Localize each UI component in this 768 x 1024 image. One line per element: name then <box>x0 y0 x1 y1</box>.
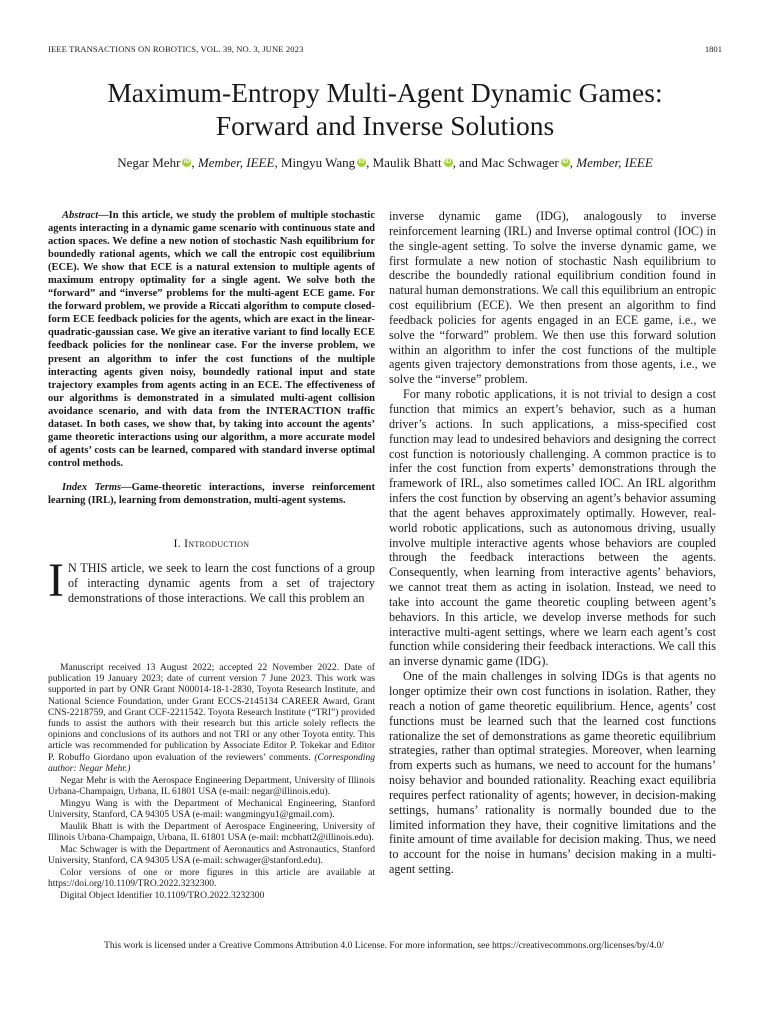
left-column <box>48 209 375 606</box>
orcid-icon[interactable]: iD <box>183 159 190 165</box>
author-name: Negar Mehr <box>117 155 181 170</box>
section-title: Introduction <box>184 538 250 551</box>
orcid-icon[interactable]: iD <box>358 159 365 165</box>
license-footer: This work is licensed under a Creative Commons Attribution 4.0 License. For more information, see https://creativecommons.org/licenses/by/4.0/ <box>104 940 664 951</box>
paper-title <box>48 76 722 142</box>
author-membership: Member, IEEE <box>197 155 275 170</box>
title-line-2: Forward and Inverse Solutions <box>215 110 555 141</box>
body-paragraph: One of the main challenges in solving IDGs is that agents no longer optimize their own cost functions in isolation. Rather, they reach a notion of game theoretic equilibrium. Hence, agents’ cost functions must be learned such that the learned cost functions rationalize the set of demonstrations as game theoretic equilibrium strategies, rather than optimal strategies. Moreover, when learning from experts such as humans, we need to account for the humans’ noisy behavior and bounded rationality. Reaching exact equilibria requires perfect rationality of agents; however, in decision-making settings, humans’ rationality is normally bounded due to the limited information they have, their cognitive limitations and the finite amount of time available for decision making. Thus, we need to account for the noise in humans’ decision making in a multi-agent setting. <box>389 669 716 877</box>
index-terms-label: Index Terms <box>62 481 122 493</box>
journal-header: IEEE TRANSACTIONS ON ROBOTICS, VOL. 39, NO. 3, JUNE 2023 <box>48 44 304 54</box>
abstract-label: Abstract <box>62 210 99 221</box>
corresponding-author-note: (Corresponding author: Negar Mehr.) <box>48 751 375 774</box>
drop-cap: I <box>48 554 64 608</box>
author-membership: Member, IEEE <box>576 155 653 170</box>
footnote-color-note: Color versions of one or more figures in this article are available at https://doi.org/10.1109/TRO.2022.3232300. <box>48 866 375 889</box>
footnote-doi: Digital Object Identifier 10.1109/TRO.2022.3232300 <box>60 889 265 901</box>
abstract-text: In this article, we study the problem of multiple stochastic agents interacting in a dynamic game scenario with continuous state and action spaces. We define a new notion of stochastic Nash equilibrium for boundedly rational agents, which we call the entropic cost equilibrium (ECE). We show that ECE is a natural extension to multiple agents of maximum entropy optimality for a single agent. We solve both the “forward” and “inverse” problems for the multi-agent ECE game. For the forward problem, we provide a Riccati algorithm to compute closed-form ECE feedback policies for the agents, which are exact in the linear-quadratic-gaussian case. We give an iterative variant to find locally ECE feedback policies for the nonlinear case. For the inverse problem, we present an algorithm to infer the cost functions of the multiple interacting agents given noisy, boundedly rational input and state trajectory examples from agents acting in an ECE. The effectiveness of our algorithms is demonstrated in a simulated multi-agent collision avoidance scenario, and with data from the INTERACTION traffic dataset. In both cases, we show that, by taking into account the agents’ game theoretic interactions using our algorithm, a more accurate model of agents’ costs can be learned, compared with standard inverse optimal control methods. <box>48 210 375 469</box>
footnotes <box>48 662 375 901</box>
index-terms: Index Terms—Game-theoretic interactions, inverse reinforcement learning (IRL), learning from demonstration, multi-agent systems. <box>48 481 376 506</box>
page-number: 1801 <box>704 44 722 54</box>
right-column <box>389 209 716 877</box>
title-line-1: Maximum-Entropy Multi-Agent Dynamic Games: <box>107 77 663 108</box>
author-name: Mingyu Wang <box>280 155 356 170</box>
intro-paragraph: I N THIS article, we seek to learn the cost functions of a group of interacting dynamic agents from a set of trajectory demonstrations of those interactions. We call this problem an <box>48 554 375 608</box>
footnote-affiliation: Negar Mehr is with the Aerospace Engineering Department, University of Illinois Urbana-Champaign, Urbana, IL 61801 USA (e-mail: negar@illinois.edu). <box>48 774 375 797</box>
abstract: Abstract—In this article, we study the problem of multiple stochastic agents interacting in a dynamic game scenario with continuous state and action spaces. We define a new notion of stochastic Nash equilibrium for boundedly rational agents, which we call the entropic cost equilibrium (ECE). We show that ECE is a natural extension to multiple agents of maximum entropy optimality for a single agent. We solve both the “forward” and “inverse” problems for the multi-agent ECE game. For the forward problem, we provide a Riccati algorithm to compute closed-form ECE feedback policies for the agents, which are exact in the linear-quadratic-gaussian case. We give an iterative variant to find locally ECE feedback policies for the nonlinear case. For the inverse problem, we present an algorithm to infer the cost functions of the multiple interacting agents given noisy, boundedly rational input and state trajectory examples from agents acting in an ECE. The effectiveness of our algorithms is demonstrated in a simulated multi-agent collision avoidance scenario, and with data from the INTERACTION traffic dataset. In both cases, we show that, by taking into account the agents’ game theoretic interactions using our algorithm, a more accurate model of agents’ costs can be learned, compared with standard inverse optimal control methods. <box>48 210 375 469</box>
author-list: Negar Mehr iD , Member, IEEE, Mingyu Wang iD , Maulik Bhatt iD , and Mac Schwager iD , Member, IEEE <box>117 155 653 170</box>
author-name: and Mac Schwager <box>459 155 559 170</box>
orcid-icon[interactable]: iD <box>445 159 452 165</box>
section-number: I. <box>173 538 181 551</box>
author-name: Maulik Bhatt <box>372 155 442 170</box>
orcid-icon[interactable]: iD <box>562 159 569 165</box>
body-paragraph: inverse dynamic game (IDG), analogously to inverse reinforcement learning (IRL) and Inverse optimal control (IOC) in the single-agent setting. To solve the inverse dynamic game, we first formulate a new notion of stochastic Nash equilibrium to describe the boundedly rational equilibrium condition found in natural human demonstrations. We call this equilibrium an entropic cost equilibrium (ECE). We then present an algorithm to find feedback policies for agents engaged in an ECE game, i.e., we solve the “forward” problem. We then use this forward solution within an algorithm to infer the cost functions of the multiple agents given trajectory demonstrations from those agents, i.e., we solve the “inverse” problem. <box>389 209 716 387</box>
footnote-manuscript: Manuscript received 13 August 2022; accepted 22 November 2022. Date of publication 19 January 2023; date of current version 7 June 2023. This work was supported in part by ONR Grant N00014-18-1-2830, Toyota Research Institute, and National Science Foundation, under Grant ECCS-2145134 CAREER Award, Grant CNS-2218759, and Grant CCF-2211542. Toyota Research Institute (“TRI”) provided funds to assist the authors with their research but this article solely reflects the opinions and conclusions of its authors and not TRI or any other Toyota entity. This article was recommended for publication by Associate Editor P. Tokekar and Editor P. Robuffo Giordano upon evaluation of the reviewers’ comments. (Corresponding author: Negar Mehr.) <box>48 662 375 774</box>
section-heading <box>48 538 375 550</box>
footnote-affiliation: Mingyu Wang is with the Department of Mechanical Engineering, Stanford University, Stanford, CA 94305 USA (e-mail: wangmingyu1@gmail.com). <box>48 797 375 820</box>
footnote-affiliation: Maulik Bhatt is with the Department of Aerospace Engineering, University of Illinois Urbana-Champaign, Urbana, IL 61801 USA (e-mail: mcbhatt2@illinois.edu). <box>48 820 375 843</box>
index-terms-text: Game-theoretic interactions, inverse reinforcement learning (IRL), learning from demonstration, multi-agent systems. <box>48 481 376 506</box>
body-paragraph: For many robotic applications, it is not trivial to design a cost function that mimics an expert’s behavior, such as a human driver’s actions. In such applications, a miss-specified cost function may lead to undesired behaviors and designing the correct cost function is notoriously challenging. A common practice is to infer the cost function from experts’ demonstrations through the framework of IRL, also sometimes called IOC. An IRL algorithm infers the cost function by observing an agent’s behavior assuming that the agent behaves approximately optimally. However, real-world robotic applications, such as autonomous driving, usually involve multiple interactive agents whose behaviors are coupled through the feedback interactions between the agents. Consequently, when learning from interactive agents’ behaviors, we cannot treat them as acting in isolation. Instead, we need to take into account the game theoretic coupling between agent’s behaviors. In this article, we develop inverse methods for such interactive multi-agent settings, where we learn each agent’s cost function while considering their feedback interactions. We call this an inverse dynamic game (IDG). <box>389 387 716 669</box>
footnote-affiliation: Mac Schwager is with the Department of Aeronautics and Astronautics, Stanford University, Stanford, CA 94305 USA (e-mail: schwager@stanford.edu). <box>48 843 375 866</box>
